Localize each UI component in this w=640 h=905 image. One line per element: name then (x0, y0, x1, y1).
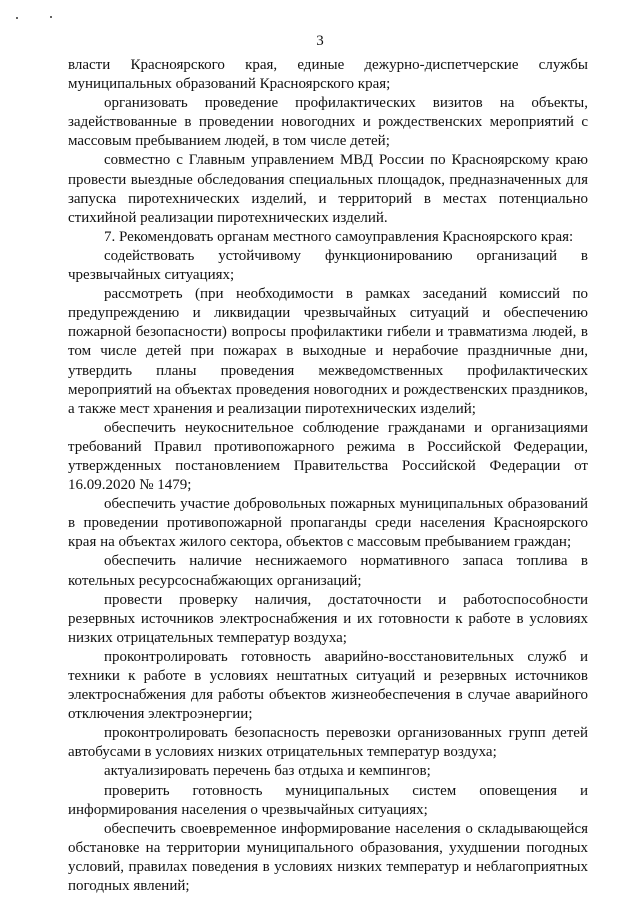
paragraph: организовать проведение профилактических визитов на объекты, задействованные в проведении новогодних и рождественских мероприятий с массовым пребыванием людей, в том числе детей; (68, 95, 588, 150)
paragraph: проконтролировать безопасность перевозки организованных групп детей автобусами в условиях низких отрицательных температур воздуха; (68, 725, 588, 761)
scan-dot (50, 16, 52, 18)
paragraph: обеспечить наличие неснижаемого нормативного запаса топлива в котельных ресурсоснабжающих организаций; (68, 553, 588, 589)
paragraph: проверить готовность муниципальных систем оповещения и информирования населения о чрезвычайных ситуациях; (68, 782, 588, 818)
paragraph: актуализировать перечень баз отдыха и кемпингов; (104, 763, 431, 780)
paragraph: провести проверку наличия, достаточности и работоспособности резервных источников электроснабжения и их готовности к работе в условиях низких отрицательных температур воздуха; (68, 591, 588, 646)
paragraph: рассмотреть (при необходимости в рамках заседаний комиссий по предупреждению и ликвидации чрезвычайных ситуаций и обеспечению пожарной безопасности) вопросы профилактики гибели и травматизма людей, в том числе детей при пожарах в выходные и нерабочие праздничные дни, утвердить планы проведения межведомственных профилактических мероприятий на объектах проведения новогодних и рождественских праздников, а также мест хранения и реализации пиротехнических изделий; (68, 286, 588, 417)
scan-dot (16, 17, 18, 19)
paragraph: обеспечить своевременное информирование населения о складывающейся обстановке на территории муниципального образования, ухудшении погодных условий, правилах поведения в условиях низких температур и неблагоприятных погодных явлений; (68, 820, 588, 895)
paragraph: содействовать устойчивому функционированию организаций в чрезвычайных ситуациях; (68, 247, 588, 284)
paragraph: совместно с Главным управлением МВД России по Красноярскому краю провести выездные обследования специальных площадок, предназначенных для запуска пиротехнических изделий, и территорий в местах потенциально стихийной реализации пиротехнических изделий. (68, 152, 588, 226)
page-number: 3 (316, 33, 324, 49)
paragraph: проконтролировать готовность аварийно-восстановительных служб и техники к работе в условиях нештатных ситуаций и резервных источников электроснабжения для работы объектов жизнеобеспечения в случае аварийного отключения электроэнергии; (68, 648, 588, 723)
paragraph: обеспечить неукоснительное соблюдение гражданами и организациями требований Правил противопожарного режима в Российской Федерации, утвержденных постановлением Правительства Российской Федерации от 16.09.2020 № 1479; (68, 419, 588, 494)
paragraph: обеспечить участие добровольных пожарных муниципальных образований в проведении противопожарной пропаганды среди населения Красноярского края на объектах жилого сектора, объектов с массовым пребыванием граждан; (68, 496, 588, 551)
section-heading: 7. Рекомендовать органам местного самоуправления Красноярского края: (104, 228, 574, 245)
document-body (68, 56, 588, 896)
paragraph: власти Красноярского края, единые дежурно-диспетчерские службы муниципальных образований Красноярского края; (68, 57, 588, 93)
